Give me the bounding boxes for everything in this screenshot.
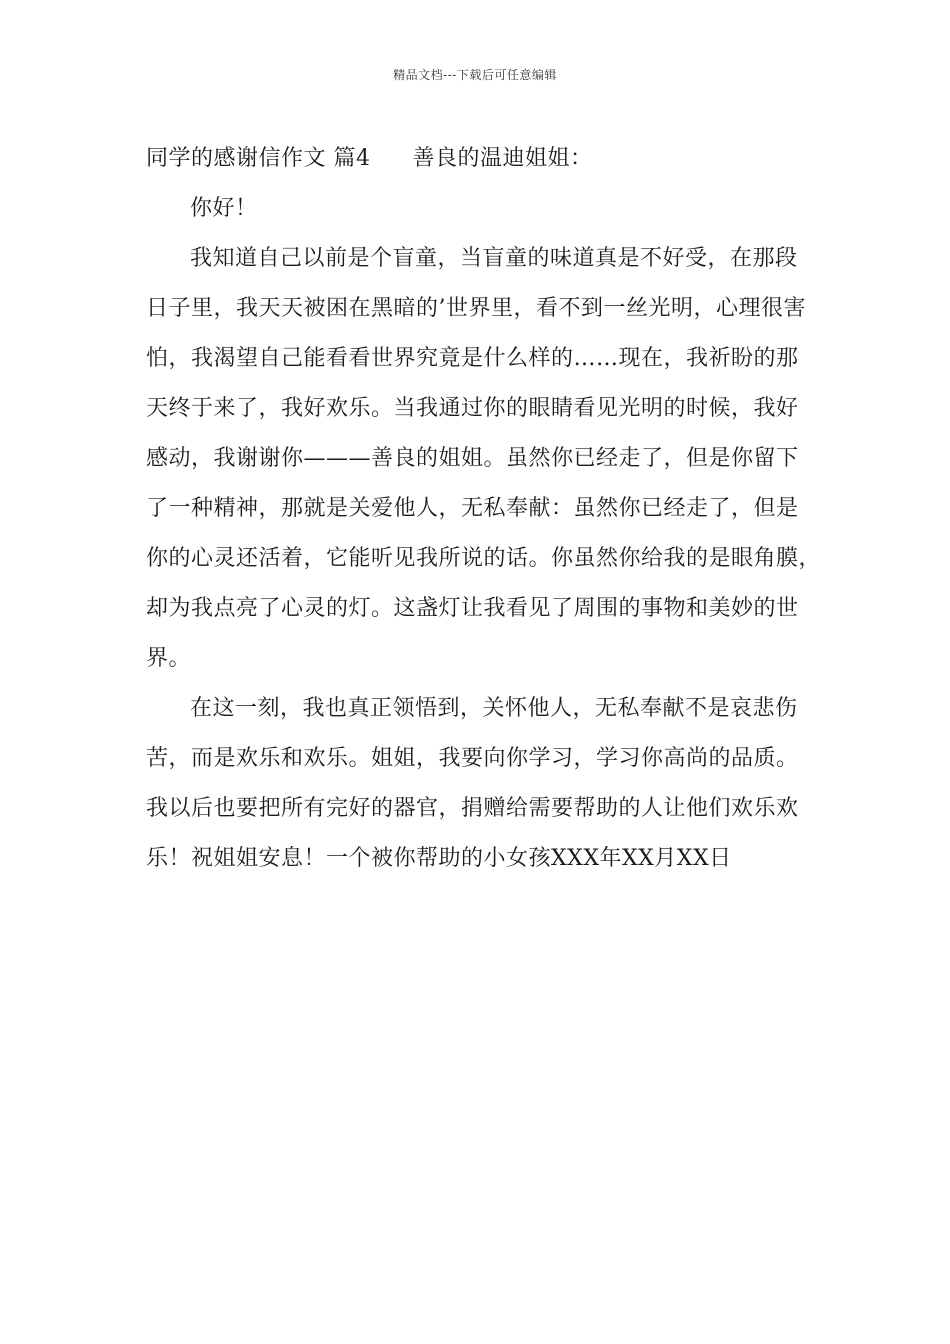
paragraph-line: 我知道自己以前是个盲童，当盲童的味道真是不好受，在那段 — [190, 246, 798, 271]
paragraph-line: 日子里，我天天被困在黑暗的’世界里，看不到一丝光明，心理很害 — [146, 296, 806, 321]
paragraph-line: 我以后也要把所有完好的器官，捐赠给需要帮助的人让他们欢乐欢 — [146, 796, 799, 821]
letter-body — [146, 134, 826, 884]
paragraph-line: 感动，我谢谢你———善良的姐姐。虽然你已经走了，但是你留下 — [146, 446, 799, 471]
paragraph-line: 却为我点亮了心灵的灯。这盏灯让我看见了周围的事物和美妙的世 — [146, 596, 799, 621]
paragraph-closing — [146, 684, 826, 884]
paragraph-line: 界。 — [146, 646, 192, 671]
paragraph-greeting — [146, 184, 826, 234]
paragraph-story — [146, 234, 826, 684]
paragraph-line: 了一种精神，那就是关爱他人，无私奉献：虽然你已经走了，但是 — [146, 496, 799, 521]
letter-heading: 同学的感谢信作文 篇4 — [146, 146, 371, 171]
paragraph-line: 苦，而是欢乐和欢乐。姐姐，我要向你学习，学习你高尚的品质。 — [146, 746, 799, 771]
paragraph-line: 怕，我渴望自己能看看世界究竟是什么样的……现在，我祈盼的那 — [146, 346, 799, 371]
paragraph-line: 在这一刻，我也真正领悟到，关怀他人，无私奉献不是哀悲伤 — [190, 696, 798, 721]
salutation: 善良的温迪姐姐： — [412, 146, 593, 171]
paragraph-line: 你的心灵还活着，它能听见我所说的话。你虽然你给我的是眼角膜， — [146, 546, 822, 571]
paragraph-line: 乐！祝姐姐安息！一个被你帮助的小女孩XXX年XX月XX日 — [146, 846, 732, 871]
page-header: 精品文档---下载后可任意编辑 — [393, 68, 557, 82]
paragraph-line: 天终于来了，我好欢乐。当我通过你的眼睛看见光明的时候，我好 — [146, 396, 799, 421]
paragraph-line: 你好！ — [190, 196, 258, 221]
title-line — [146, 134, 826, 184]
